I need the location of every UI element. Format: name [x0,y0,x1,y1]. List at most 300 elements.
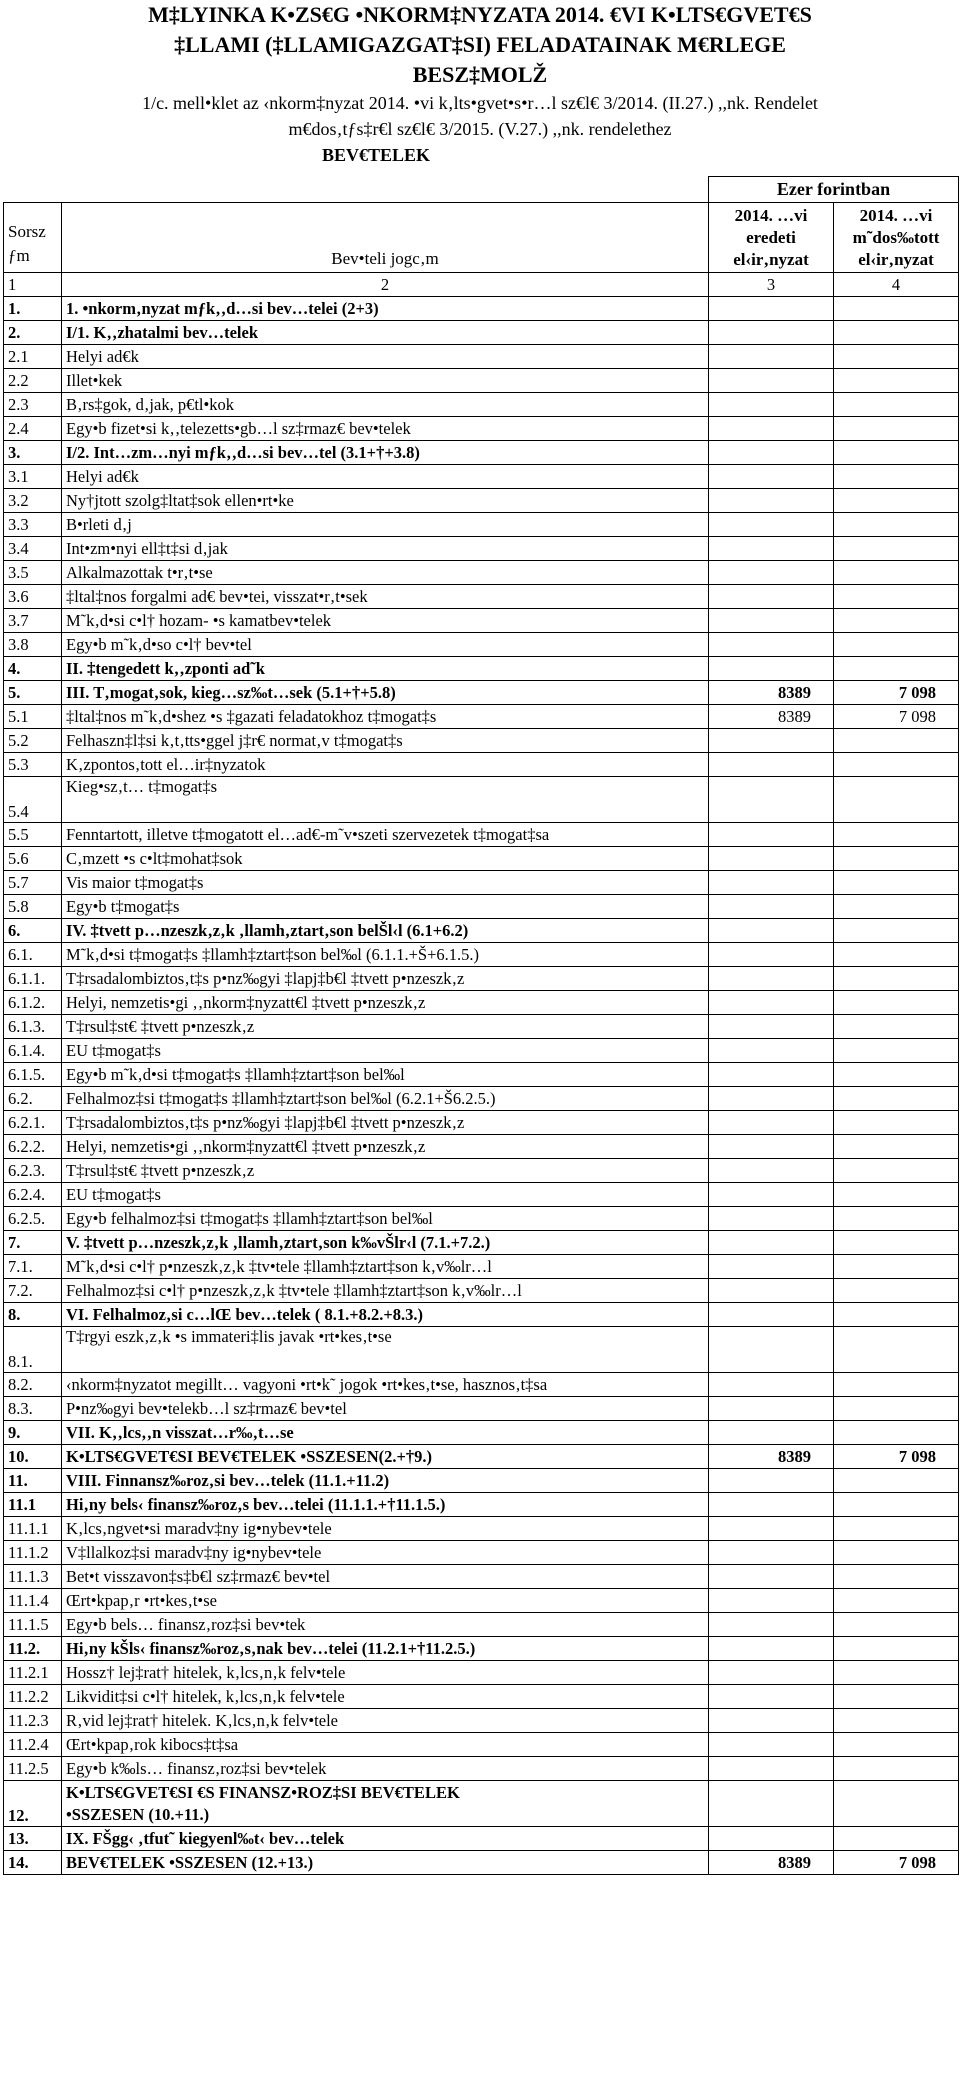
table-row [4,1565,959,1589]
row-original-value [709,1327,834,1373]
row-number: 11.1.5 [4,1613,62,1637]
row-number: 7.2. [4,1279,62,1303]
row-number: 12. [4,1781,62,1827]
row-label: T‡rgyi eszk‚z‚k •s immateri‡lis javak •rt•kes‚t•se [62,1327,709,1373]
row-label: IV. ‡tvett p…nzeszk‚z‚k ‚llamh‚ztart‚son belŠl‹l (6.1+6.2) [62,919,709,943]
row-label: VII. K‚‚lcs‚‚n visszat…r‰‚t…se [62,1421,709,1445]
row-original-value [709,1207,834,1231]
revenue-table [3,176,959,1875]
row-label: Felhaszn‡l‡si k‚t‚tts•ggel j‡r€ normat‚v t‡mogat‡s [62,729,709,753]
row-original-value [709,1469,834,1493]
row-label: EU t‡mogat‡s [62,1183,709,1207]
table-row [4,991,959,1015]
table-row [4,633,959,657]
row-modified-value [834,1159,959,1183]
row-modified-value [834,489,959,513]
row-modified-value [834,1565,959,1589]
table-row [4,297,959,321]
row-modified-value [834,1685,959,1709]
table-row [4,823,959,847]
row-modified-value [834,369,959,393]
row-number: 11.1.1 [4,1517,62,1541]
row-label [62,1781,709,1827]
row-number: 5.3 [4,753,62,777]
table-row [4,1709,959,1733]
table-row [4,1373,959,1397]
row-modified-value: 7 098 [834,1445,959,1469]
table-row [4,585,959,609]
row-label: Int•zm•nyi ell‡t‡si d‚jak [62,537,709,561]
table-row [4,729,959,753]
row-original-value [709,967,834,991]
row-original-value [709,823,834,847]
row-modified-value [834,1279,959,1303]
row-label: IX. FŠgg‹ ‚tfut˜ kiegyenl‰t‹ bev…telek [62,1827,709,1851]
row-original-value [709,1279,834,1303]
row-label: Œrt•kpap‚r •rt•kes‚t•se [62,1589,709,1613]
row-original-value [709,919,834,943]
row-label: Fenntartott, illetve t‡mogatott el…ad€-m˜v•szeti szervezetek t‡mogat‡sa [62,823,709,847]
table-row [4,1135,959,1159]
row-original-value [709,1541,834,1565]
table-row [4,441,959,465]
table-row [4,919,959,943]
col-header-original-a: 2014. …vi [734,206,808,225]
row-modified-value [834,1541,959,1565]
row-number: 13. [4,1827,62,1851]
row-original-value [709,609,834,633]
row-modified-value [834,1733,959,1757]
row-original-value [709,1063,834,1087]
row-original-value [709,729,834,753]
row-number: 3.4 [4,537,62,561]
row-modified-value [834,633,959,657]
row-original-value [709,345,834,369]
table-row [4,967,959,991]
table-row [4,1445,959,1469]
subtitle-line-2: m€dos‚tƒs‡r€l sz€l€ 3/2015. (V.27.) ,,nk. rendelethez [288,119,672,139]
table-row [4,1685,959,1709]
col-header-modified-a: 2014. …vi [859,206,933,225]
row-number: 2. [4,321,62,345]
table-row [4,1541,959,1565]
table-row [4,513,959,537]
row-number: 3.8 [4,633,62,657]
row-label: Helyi, nemzetis•gi ‚‚nkorm‡nyzatt€l ‡tvett p•nzeszk‚z [62,1135,709,1159]
row-original-value [709,753,834,777]
col-header-no-b: ƒm [8,245,30,265]
row-original-value [709,943,834,967]
row-label: R‚vid lej‡rat† hitelek. K‚lcs‚n‚k felv•tele [62,1709,709,1733]
row-modified-value [834,1183,959,1207]
col-header-no-a: Sorsz [8,221,46,241]
row-modified-value [834,561,959,585]
row-label: M˜k‚d•si t‡mogat‡s ‡llamh‡ztart‡son bel‰l (6.1.1.+Š+6.1.5.) [62,943,709,967]
table-row [4,345,959,369]
row-label: Illet•kek [62,369,709,393]
table-row [4,1781,959,1827]
row-number: 3.7 [4,609,62,633]
row-original-value [709,1637,834,1661]
row-original-value [709,1159,834,1183]
row-original-value [709,417,834,441]
row-original-value: 8389 [709,705,834,729]
table-row [4,1637,959,1661]
table-row [4,489,959,513]
row-number: 6.1. [4,943,62,967]
row-number: 4. [4,657,62,681]
row-number: 11.1.2 [4,1541,62,1565]
row-label: VI. Felhalmoz‚si c…lŒ bev…telek ( 8.1.+8.2.+8.3.) [62,1303,709,1327]
row-label: I/2. Int…zm…nyi mƒk‚‚d…si bev…tel (3.1+†+3.8) [62,441,709,465]
row-number: 8.3. [4,1397,62,1421]
row-label: M˜k‚d•si c•l† hozam- •s kamatbev•telek [62,609,709,633]
row-modified-value [834,1493,959,1517]
row-original-value [709,1183,834,1207]
row-modified-value: 7 098 [834,705,959,729]
row-modified-value [834,513,959,537]
row-original-value [709,297,834,321]
table-row [4,1827,959,1851]
row-modified-value [834,1517,959,1541]
row-label: Egy•b bels… finansz‚roz‡si bev•tek [62,1613,709,1637]
row-number: 6.1.4. [4,1039,62,1063]
row-original-value [709,1039,834,1063]
row-label: Alkalmazottak t•r‚t•se [62,561,709,585]
row-original-value [709,561,834,585]
row-number: 11.1.3 [4,1565,62,1589]
row-label: T‡rsadalombiztos‚t‡s p•nz‰gyi ‡lapj‡b€l ‡tvett p•nzeszk‚z [62,967,709,991]
row-modified-value [834,657,959,681]
row-number: 2.1 [4,345,62,369]
row-number: 6.1.1. [4,967,62,991]
row-label: ‡ltal‡nos forgalmi ad€ bev•tei, visszat•r‚t•sek [62,585,709,609]
row-number: 14. [4,1851,62,1875]
table-row [4,369,959,393]
row-number: 2.3 [4,393,62,417]
row-modified-value [834,1327,959,1373]
row-original-value [709,1757,834,1781]
row-modified-value [834,1827,959,1851]
row-number: 7. [4,1231,62,1255]
subtitle-line-1: 1/c. mell•klet az ‹nkorm‡nyzat 2014. •vi k‚lts•gvet•s•r…l sz€l€ 3/2014. (II.27.) ,,nk. Rendelet [142,93,818,113]
row-modified-value [834,1781,959,1827]
col-index-3: 3 [709,273,834,297]
row-label: T‡rsul‡st€ ‡tvett p•nzeszk‚z [62,1015,709,1039]
row-number: 1. [4,297,62,321]
row-modified-value [834,1255,959,1279]
table-row [4,1111,959,1135]
row-label: ‹nkorm‡nyzatot megillt… vagyoni •rt•k˜ jogok •rt•kes‚t•se, hasznos‚t‡sa [62,1373,709,1397]
row-label-line-1: K•LTS€GVET€SI €S FINANSZ•ROZ‡SI BEV€TELEK [66,1782,460,1802]
row-modified-value [834,321,959,345]
table-row [4,1063,959,1087]
row-label: P•nz‰gyi bev•telekb…l sz‡rmaz€ bev•tel [62,1397,709,1421]
row-label: Hossz† lej‡rat† hitelek, k‚lcs‚n‚k felv•tele [62,1661,709,1685]
document-header [0,0,960,168]
table-row [4,1207,959,1231]
table-row [4,1039,959,1063]
row-modified-value [834,1015,959,1039]
row-modified-value [834,417,959,441]
table-row [4,777,959,823]
row-label: Hi‚ny bels‹ finansz‰roz‚s bev…telei (11.1.1.+†11.1.5.) [62,1493,709,1517]
row-modified-value [834,1757,959,1781]
row-number: 8.1. [4,1327,62,1373]
row-number: 3.6 [4,585,62,609]
row-original-value: 8389 [709,681,834,705]
row-number: 11.2.4 [4,1733,62,1757]
row-original-value [709,1087,834,1111]
table-row [4,1517,959,1541]
row-label: C‚mzett •s c•lt‡mohat‡sok [62,847,709,871]
row-number: 5. [4,681,62,705]
row-number: 8.2. [4,1373,62,1397]
table-row [4,1327,959,1373]
table-row [4,1421,959,1445]
row-original-value [709,537,834,561]
row-number: 5.8 [4,895,62,919]
col-header-no [4,203,62,273]
row-number: 5.7 [4,871,62,895]
table-row [4,1613,959,1637]
row-original-value [709,441,834,465]
row-label: Œrt•kpap‚rok kibocs‡t‡sa [62,1733,709,1757]
row-label: Egy•b m˜k‚d•so c•l† bev•tel [62,633,709,657]
table-row [4,1757,959,1781]
row-label: V. ‡tvett p…nzeszk‚z‚k ‚llamh‚ztart‚son k‰vŠlr‹l (7.1.+7.2.) [62,1231,709,1255]
title-line-1: M‡LYINKA K•ZS€G •NKORM‡NYZATA 2014. €VI K•LTS€GVET€S [148,2,812,27]
row-original-value [709,513,834,537]
table-row [4,657,959,681]
row-original-value [709,369,834,393]
row-label: Helyi ad€k [62,465,709,489]
table-row [4,1159,959,1183]
row-original-value [709,633,834,657]
row-number: 6.1.2. [4,991,62,1015]
table-row [4,561,959,585]
row-number: 6.2.5. [4,1207,62,1231]
row-label: Felhalmoz‡si c•l† p•nzeszk‚z‚k ‡tv•tele ‡llamh‡ztart‡son k‚v‰lr…l [62,1279,709,1303]
row-modified-value [834,393,959,417]
table-row [4,871,959,895]
row-number: 9. [4,1421,62,1445]
row-original-value [709,393,834,417]
row-label: Helyi ad€k [62,345,709,369]
row-modified-value [834,991,959,1015]
row-modified-value [834,1661,959,1685]
row-original-value [709,1781,834,1827]
row-modified-value [834,609,959,633]
row-modified-value [834,753,959,777]
row-original-value [709,489,834,513]
row-original-value [709,1613,834,1637]
row-modified-value [834,345,959,369]
row-original-value [709,895,834,919]
row-label: M˜k‚d•si c•l† p•nzeszk‚z‚k ‡tv•tele ‡llamh‡ztart‡son k‚v‰lr…l [62,1255,709,1279]
row-number: 8. [4,1303,62,1327]
row-number: 2.4 [4,417,62,441]
row-number: 7.1. [4,1255,62,1279]
row-number: 5.4 [4,777,62,823]
row-original-value [709,1421,834,1445]
row-label: EU t‡mogat‡s [62,1039,709,1063]
row-number: 11. [4,1469,62,1493]
row-label: Hi‚ny kŠls‹ finansz‰roz‚s‚nak bev…telei (11.2.1+†11.2.5.) [62,1637,709,1661]
row-label: III. T‚mogat‚sok, kieg…sz‰t…sek (5.1+†+5.8) [62,681,709,705]
table-row [4,681,959,705]
row-label: Bet•t visszavon‡s‡b€l sz‡rmaz€ bev•tel [62,1565,709,1589]
row-label: K‚lcs‚ngvet•si maradv‡ny ig•nybev•tele [62,1517,709,1541]
row-modified-value [834,1637,959,1661]
row-number: 5.2 [4,729,62,753]
row-modified-value [834,441,959,465]
row-label: B•rleti d‚j [62,513,709,537]
row-number: 11.2.2 [4,1685,62,1709]
row-original-value [709,585,834,609]
row-original-value [709,991,834,1015]
row-label: Kieg•sz‚t… t‡mogat‡s [62,777,709,823]
table-row [4,1397,959,1421]
row-label: Egy•b fizet•si k‚‚telezetts•gb…l sz‡rmaz€ bev•telek [62,417,709,441]
table-row [4,465,959,489]
title-line-3: BESZ‡MOLŽ [412,62,548,87]
row-number: 11.2. [4,1637,62,1661]
row-original-value: 8389 [709,1851,834,1875]
row-original-value [709,1373,834,1397]
row-label: Ny†jtott szolg‡ltat‡sok ellen•rt•ke [62,489,709,513]
row-number: 6.1.3. [4,1015,62,1039]
row-modified-value [834,871,959,895]
col-index-2: 2 [62,273,709,297]
row-label: ‡ltal‡nos m˜k‚d•shez •s ‡gazati feladatokhoz t‡mogat‡s [62,705,709,729]
row-original-value [709,1685,834,1709]
row-modified-value [834,1111,959,1135]
row-number: 3.3 [4,513,62,537]
row-modified-value [834,895,959,919]
row-number: 11.2.1 [4,1661,62,1685]
row-original-value [709,1661,834,1685]
row-modified-value [834,919,959,943]
table-row [4,753,959,777]
row-original-value [709,1111,834,1135]
row-modified-value [834,1087,959,1111]
table-row [4,609,959,633]
row-modified-value [834,1709,959,1733]
row-modified-value [834,537,959,561]
row-number: 2.2 [4,369,62,393]
row-original-value [709,1303,834,1327]
row-original-value [709,1709,834,1733]
table-row [4,1303,959,1327]
table-row [4,1733,959,1757]
row-number: 6.2.3. [4,1159,62,1183]
row-original-value [709,1255,834,1279]
row-number: 11.1 [4,1493,62,1517]
row-modified-value [834,1373,959,1397]
row-modified-value [834,1063,959,1087]
row-number: 11.1.4 [4,1589,62,1613]
row-number: 6.2. [4,1087,62,1111]
row-modified-value [834,943,959,967]
col-header-modified [834,203,959,273]
row-label: 1. •nkorm‚nyzat mƒk‚‚d…si bev…telei (2+3) [62,297,709,321]
row-number: 10. [4,1445,62,1469]
row-original-value [709,321,834,345]
table-row [4,1661,959,1685]
row-label: Likvidit‡si c•l† hitelek, k‚lcs‚n‚k felv•tele [62,1685,709,1709]
table-row [4,1851,959,1875]
row-original-value [709,1493,834,1517]
row-label: T‡rsadalombiztos‚t‡s p•nz‰gyi ‡lapj‡b€l ‡tvett p•nzeszk‚z [62,1111,709,1135]
table-row [4,1183,959,1207]
table-row [4,1015,959,1039]
row-label: Egy•b t‡mogat‡s [62,895,709,919]
col-index-4: 4 [834,273,959,297]
row-label-line-2: •SSZESEN (10.+11.) [66,1804,210,1824]
row-label: B‚rs‡gok, d‚jak, p€tl•kok [62,393,709,417]
row-number: 3.1 [4,465,62,489]
row-modified-value [834,847,959,871]
row-number: 6.2.4. [4,1183,62,1207]
row-original-value [709,465,834,489]
row-label: T‡rsul‡st€ ‡tvett p•nzeszk‚z [62,1159,709,1183]
row-label: Felhalmoz‡si t‡mogat‡s ‡llamh‡ztart‡son bel‰l (6.2.1+Š6.2.5.) [62,1087,709,1111]
row-original-value [709,1589,834,1613]
row-label: V‡llalkoz‡si maradv‡ny ig•nybev•tele [62,1541,709,1565]
table-row [4,393,959,417]
table-row [4,847,959,871]
row-original-value [709,1827,834,1851]
row-label: VIII. Finnansz‰roz‚si bev…telek (11.1.+11.2) [62,1469,709,1493]
unit-label: Ezer forintban [709,177,959,203]
row-number: 11.2.3 [4,1709,62,1733]
section-title: BEV€TELEK [322,145,431,165]
row-modified-value [834,1421,959,1445]
row-number: 11.2.5 [4,1757,62,1781]
col-header-name: Bev•teli jogc‚m [62,203,709,273]
row-modified-value [834,1231,959,1255]
row-modified-value [834,297,959,321]
row-number: 6. [4,919,62,943]
row-original-value [709,1397,834,1421]
col-header-original-b: eredeti [746,228,796,247]
row-number: 3. [4,441,62,465]
table-row [4,1279,959,1303]
row-modified-value [834,777,959,823]
table-row [4,1493,959,1517]
row-label: I/1. K‚‚zhatalmi bev…telek [62,321,709,345]
row-original-value [709,847,834,871]
row-number: 5.6 [4,847,62,871]
row-original-value [709,1135,834,1159]
col-header-modified-c: el‹ir‚nyzat [858,250,934,269]
row-original-value [709,657,834,681]
row-modified-value [834,1613,959,1637]
col-header-original-c: el‹ir‚nyzat [733,250,809,269]
row-label: Helyi, nemzetis•gi ‚‚nkorm‡nyzatt€l ‡tvett p•nzeszk‚z [62,991,709,1015]
row-number: 6.1.5. [4,1063,62,1087]
table-row [4,1087,959,1111]
row-number: 6.2.2. [4,1135,62,1159]
row-original-value [709,777,834,823]
row-modified-value [834,465,959,489]
row-label: Vis maior t‡mogat‡s [62,871,709,895]
row-modified-value [834,1469,959,1493]
col-header-original [709,203,834,273]
row-original-value [709,1517,834,1541]
row-modified-value [834,1039,959,1063]
